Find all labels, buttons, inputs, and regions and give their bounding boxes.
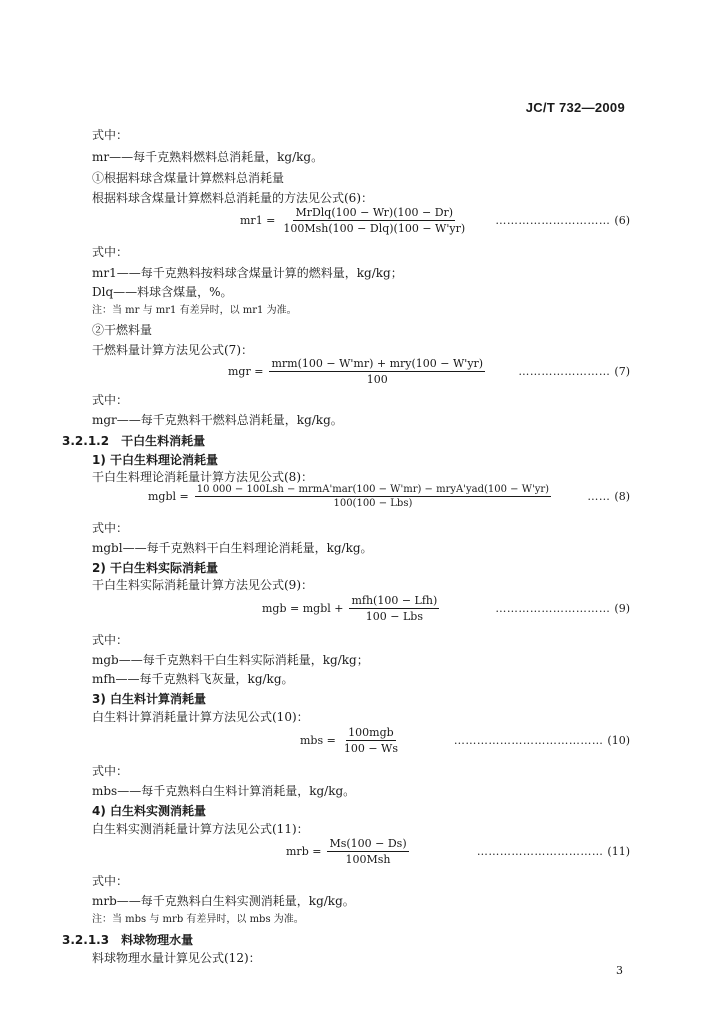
where-label: 式中： [92, 521, 129, 535]
formula-10-numerator: 100mgb [348, 726, 394, 739]
formula-11-fraction [327, 837, 408, 866]
definition-mgr: mgr——每千克熟料干燃料总消耗量，kg/kg。 [92, 413, 343, 427]
definition-dlq: Dlq——料球含煤量，%。 [92, 285, 233, 299]
definition-mr1: mr1——每千克熟料按料球含煤量计算的燃料量，kg/kg； [92, 266, 403, 280]
formula-8 [148, 484, 630, 509]
formula-8-fraction [195, 484, 551, 509]
formula-7-numerator: mrm(100 − W'mr) + mry(100 − W'yr) [271, 357, 484, 370]
definition-mfh: mfh——每千克熟料飞灰量，kg/kg。 [92, 672, 294, 686]
section-3-2-1-2-heading: 3.2.1.2 干白生料消耗量 [62, 434, 206, 448]
subsection-1-intro: 干白生料理论消耗量计算方法见公式(8)： [92, 470, 313, 484]
formula-7-denominator: 100 [366, 373, 388, 386]
standard-number-header: JC/T 732—2009 [525, 100, 625, 115]
definition-mr: mr——每千克熟料燃料总消耗量，kg/kg。 [92, 150, 324, 164]
formula-6 [240, 206, 630, 235]
where-label: 式中： [92, 633, 129, 647]
formula-9-lhs: mgb = mgbl + [262, 602, 344, 615]
formula-7-number: (7) [614, 365, 630, 378]
definition-mgbl: mgbl——每千克熟料干白生料理论消耗量，kg/kg。 [92, 541, 373, 555]
formula-8-lhs: mgbl = [148, 490, 189, 503]
formula-11-denominator: 100Msh [345, 853, 391, 866]
where-label: 式中： [92, 764, 129, 778]
subsection-3-intro: 白生料计算消耗量计算方法见公式(10)： [92, 710, 309, 724]
subsection-2-intro: 干白生料实际消耗量计算方法见公式(9)： [92, 578, 313, 592]
subsection-4-intro: 白生料实测消耗量计算方法见公式(11)： [92, 822, 309, 836]
subsection-3-title: 3) 白生料计算消耗量 [92, 692, 207, 706]
formula-10 [300, 726, 630, 755]
formula-6-numerator: MrDlq(100 − Wr)(100 − Dr) [295, 206, 454, 219]
subsection-4-title: 4) 白生料实测消耗量 [92, 804, 207, 818]
formula-7-leader: …………………… [518, 365, 611, 378]
formula-9-fraction [349, 594, 439, 623]
item-1-intro: 根据料球含煤量计算燃料总消耗量的方法见公式(6)： [92, 191, 374, 205]
where-label: 式中： [92, 393, 129, 407]
item-1-title: ①根据料球含煤量计算燃料总消耗量 [92, 171, 285, 185]
formula-9-denominator: 100 − Lbs [365, 610, 423, 623]
formula-7-fraction [269, 357, 485, 386]
formula-11-number: (11) [607, 845, 630, 858]
formula-9-numerator: mfh(100 − Lfh) [351, 594, 438, 607]
formula-9 [262, 594, 630, 623]
page-number: 3 [616, 964, 623, 977]
formula-10-fraction [342, 726, 400, 755]
formula-8-leader: …… [587, 490, 611, 503]
formula-9-number: (9) [614, 602, 630, 615]
formula-6-leader: ………………………… [495, 214, 611, 227]
where-label: 式中： [92, 874, 129, 888]
formula-10-lhs: mbs = [300, 734, 336, 747]
item-2-title: ②干燃料量 [92, 323, 153, 337]
note-1: 注：当 mr 与 mr1 有差异时，以 mr1 为准。 [92, 305, 297, 316]
formula-10-number: (10) [607, 734, 630, 747]
formula-6-fraction [281, 206, 467, 235]
formula-6-number: (6) [614, 214, 630, 227]
formula-11 [286, 837, 630, 866]
definition-mgb: mgb——每千克熟料干白生料实际消耗量，kg/kg； [92, 653, 369, 667]
formula-6-lhs: mr1 = [240, 214, 276, 227]
formula-9-leader: ………………………… [495, 602, 611, 615]
formula-11-lhs: mrb = [286, 845, 322, 858]
formula-6-denominator: 100Msh(100 − Dlq)(100 − W'yr) [283, 222, 466, 235]
formula-8-denominator: 100(100 − Lbs) [333, 498, 413, 509]
where-label: 式中： [92, 128, 129, 142]
note-2: 注：当 mbs 与 mrb 有差异时，以 mbs 为准。 [92, 914, 304, 925]
where-label: 式中： [92, 245, 129, 259]
section-3-2-1-3-heading: 3.2.1.3 料球物理水量 [62, 933, 194, 947]
definition-mbs: mbs——每千克熟料白生料计算消耗量，kg/kg。 [92, 784, 356, 798]
subsection-2-title: 2) 干白生料实际消耗量 [92, 561, 219, 575]
section-3-2-1-3-intro: 料球物理水量计算见公式(12)： [92, 951, 261, 965]
formula-10-leader: ………………………………… [453, 734, 604, 747]
formula-7 [228, 357, 630, 386]
formula-8-number: (8) [614, 490, 630, 503]
formula-7-lhs: mgr = [228, 365, 264, 378]
formula-11-numerator: Ms(100 − Ds) [329, 837, 407, 850]
definition-mrb: mrb——每千克熟料白生料实测消耗量，kg/kg。 [92, 894, 355, 908]
formula-8-numerator: 10 000 − 100Lsh − mrmA'mar(100 − W'mr) − mryA'yad(100 − W'yr) [196, 484, 550, 495]
formula-11-leader: …………………………… [476, 845, 604, 858]
item-2-intro: 干燃料量计算方法见公式(7)： [92, 343, 253, 357]
formula-10-denominator: 100 − Ws [343, 742, 399, 755]
subsection-1-title: 1) 干白生料理论消耗量 [92, 453, 219, 467]
